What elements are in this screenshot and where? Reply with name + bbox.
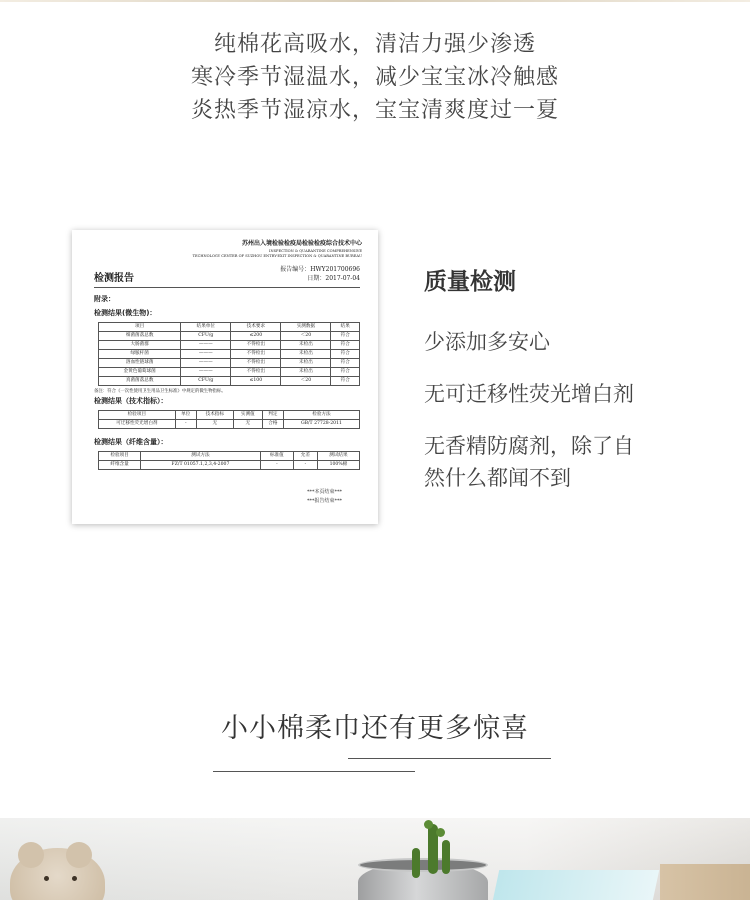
table-cell: ——— (181, 359, 231, 368)
intro-line: 纯棉花高吸水，清洁力强少渗透 (213, 32, 536, 57)
table-cell: - (260, 461, 293, 470)
cactus-leaf (436, 828, 445, 837)
report-org-name: 苏州出入境检验检疫局检验检疫综合技术中心 (241, 240, 362, 247)
tech-results-label: 检测结果（技术指标）： (94, 397, 168, 405)
table-row (99, 350, 360, 359)
teddy-bear-ear (66, 842, 92, 868)
table-row (99, 377, 360, 386)
intro-line: 寒冷季节湿温水，减少宝宝冰冷触感 (190, 65, 559, 90)
quality-item: 无可迁移性荧光增白剂 (424, 382, 634, 406)
micro-results-label: 检测结果(微生物)： (94, 309, 157, 317)
table-row (99, 332, 360, 341)
report-number: 报告编号：HWY201700696 (280, 266, 360, 273)
table-header-cell: 检验项目 (99, 411, 176, 420)
table-row (99, 368, 360, 377)
report-org-english-line: INSPECTION & QUARANTINE COMPREHENSIVE (269, 249, 362, 253)
table-cell: - (293, 461, 317, 470)
table-cell: 符合 (331, 332, 360, 341)
table-header-cell: 允差 (293, 452, 317, 461)
quality-section (424, 264, 684, 494)
fiber-results-label: 检测结果（纤维含量）： (94, 438, 168, 446)
table-cell: ——— (181, 368, 231, 377)
table-row (99, 420, 360, 429)
intro-line: 炎热季节湿凉水，宝宝清爽度过一夏 (190, 98, 559, 123)
product-photo-strip (0, 818, 750, 900)
table-cell: GB/T 27728-2011 (283, 420, 359, 429)
table-cell: 符合 (331, 368, 360, 377)
table-cell: 不得检出 (231, 368, 281, 377)
table-row (99, 341, 360, 350)
table-header-row (99, 323, 360, 332)
table-header-cell: 技术要求 (231, 323, 281, 332)
report-separator (94, 287, 360, 288)
table-row (99, 461, 360, 470)
table-cell: 真菌菌落总数 (99, 377, 181, 386)
table-header-cell: 项目 (99, 323, 181, 332)
table-header-cell: 实测数据 (281, 323, 331, 332)
table-cell: 不得检出 (231, 350, 281, 359)
table-cell: 不得检出 (231, 341, 281, 350)
table-cell: 符合 (331, 350, 360, 359)
table-cell: 大肠菌群 (99, 341, 181, 350)
table-header-cell: 结果单位 (181, 323, 231, 332)
micro-results-note: 备注：符合《一次性使用卫生用品卫生标准》中规定的微生物指标。 (94, 389, 226, 394)
table-cell: 绿脓杆菌 (99, 350, 181, 359)
table-cell: 细菌菌落总数 (99, 332, 181, 341)
table-row (99, 359, 360, 368)
top-divider (0, 0, 750, 2)
quality-item (424, 430, 684, 494)
table-header-cell: 检验方法 (283, 411, 359, 420)
intro-text-block (0, 28, 750, 127)
table-cell: ＜20 (281, 332, 331, 341)
report-header (94, 265, 368, 284)
table-cell: 未检出 (281, 341, 331, 350)
table-header-row (99, 411, 360, 420)
table-cell: ——— (181, 341, 231, 350)
plant-pot-rim (358, 858, 488, 872)
tech-results-table (98, 410, 360, 429)
cactus-stem (412, 848, 420, 878)
cactus-stem (442, 840, 450, 874)
table-header-row (99, 452, 360, 461)
report-appendix: 附录： (94, 295, 115, 303)
table-cell: 不得检出 (231, 359, 281, 368)
micro-results-table (98, 322, 360, 386)
quality-title: 质量检测 (424, 269, 516, 295)
cactus-leaf (424, 820, 433, 829)
table-cell: CFU/g (181, 377, 231, 386)
fiber-results-table (98, 451, 360, 470)
report-org-english-line: TECHNOLOGY CENTER OF SUZHOU ENTRY-EXIT INSPECTION & QUARANTINE BUREAU (192, 254, 362, 258)
table-cell: 未检出 (281, 359, 331, 368)
report-date: 日期：2017-07-04 (307, 275, 360, 282)
quality-item-line: 然什么都闻不到 (424, 466, 571, 490)
table-header-cell: 测试结果 (317, 452, 359, 461)
table-cell: 合格 (262, 420, 283, 429)
table-cell: 无 (233, 420, 262, 429)
table-header-cell: 单位 (175, 411, 196, 420)
heading-underline-right (348, 758, 551, 759)
table-header-cell: 检验项目 (99, 452, 141, 461)
table-cell: FZ/T 01057.1,2,3,4-2007 (141, 461, 261, 470)
report-title: 检测报告 (94, 273, 134, 284)
table-cell: 金黄色葡萄球菌 (99, 368, 181, 377)
teddy-bear-eye (72, 876, 77, 881)
heading-underline-left (213, 771, 415, 772)
table-header-cell: 判定 (262, 411, 283, 420)
quality-item: 少添加多安心 (424, 330, 550, 354)
table-header-cell: 实测值 (233, 411, 262, 420)
table-cell: ——— (181, 350, 231, 359)
table-surface (660, 864, 750, 900)
table-cell: CFU/g (181, 332, 231, 341)
report-page-end: ***本页结束*** (306, 489, 342, 495)
report-end: ***报告结束*** (306, 498, 342, 504)
table-cell: 符合 (331, 359, 360, 368)
table-header-cell: 结果 (331, 323, 360, 332)
table-cell: - (175, 420, 196, 429)
table-cell: ≤200 (231, 332, 281, 341)
report-org-english (94, 249, 362, 259)
quality-item-line: 无香精防腐剂，除了自 (424, 434, 634, 458)
table-cell: 无 (196, 420, 233, 429)
table-cell: 溶血性链球菌 (99, 359, 181, 368)
report-end-marks (94, 488, 342, 506)
tissue-box-image (491, 870, 660, 900)
more-surprises-heading: 小小棉柔巾还有更多惊喜 (221, 713, 529, 744)
table-cell: 符合 (331, 377, 360, 386)
table-cell: 可迁移性荧光增白剂 (99, 420, 176, 429)
table-cell: 未检出 (281, 368, 331, 377)
test-report-image (72, 230, 378, 524)
table-cell: ≤100 (231, 377, 281, 386)
table-cell: ＜20 (281, 377, 331, 386)
table-header-cell: 标准值 (260, 452, 293, 461)
table-cell: 100%棉 (317, 461, 359, 470)
table-cell: 符合 (331, 341, 360, 350)
teddy-bear-eye (44, 876, 49, 881)
table-cell: 未检出 (281, 350, 331, 359)
report-meta (280, 265, 360, 283)
table-header-cell: 技术指标 (196, 411, 233, 420)
teddy-bear-ear (18, 842, 44, 868)
table-header-cell: 测试方法 (141, 452, 261, 461)
table-cell: 纤维含量 (99, 461, 141, 470)
